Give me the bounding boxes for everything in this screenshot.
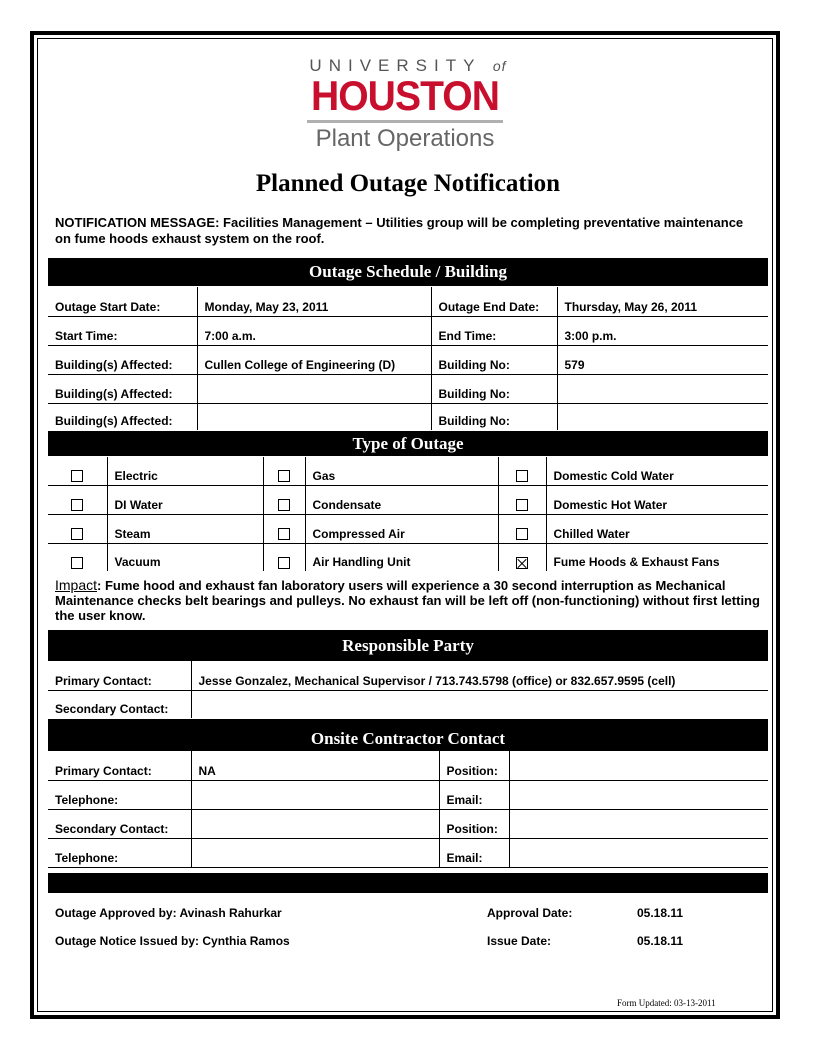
table-row [48, 345, 768, 374]
table-row [48, 457, 768, 485]
outage-type-label: Steam [107, 514, 263, 543]
outage-type-label: Electric [107, 457, 263, 485]
section-header-schedule: Outage Schedule / Building [48, 258, 768, 286]
page-title: Planned Outage Notification [255, 170, 561, 197]
outage-type-label: Condensate [305, 485, 498, 514]
end-date-value: Thursday, May 26, 2011 [557, 287, 768, 316]
table-row [48, 543, 768, 571]
building-name: Cullen College of Engineering (D) [197, 345, 431, 374]
contractor-label: Telephone: [48, 780, 191, 809]
approval-date-value: 05.18.11 [637, 906, 684, 920]
primary-contact-label: Primary Contact: [48, 661, 191, 690]
building-label: Building(s) Affected: [55, 414, 173, 428]
impact-statement [55, 578, 765, 623]
table-row [48, 838, 768, 867]
checkbox-steam[interactable] [71, 528, 83, 540]
university-logo [300, 56, 510, 153]
table-row [48, 287, 768, 316]
table-row [48, 809, 768, 838]
start-time-label: Start Time: [48, 316, 197, 345]
approval-date-label: Approval Date: [487, 906, 573, 920]
section-header-responsible: Responsible Party [48, 630, 768, 661]
logo-university-text: UNIVERSITY [309, 56, 482, 75]
building-name [197, 403, 431, 430]
checkbox-domestic-hot-water[interactable] [516, 499, 528, 511]
checkbox-air-handling-unit[interactable] [278, 557, 290, 569]
checkbox-vacuum[interactable] [71, 557, 83, 569]
checkbox-di-water[interactable] [71, 499, 83, 511]
contractor-label: Telephone: [48, 838, 191, 867]
contractor-label: Email: [439, 780, 509, 809]
building-no-label: Building No: [431, 374, 557, 403]
table-row [48, 661, 768, 690]
issued-by: Outage Notice Issued by: Cynthia Ramos [55, 934, 290, 948]
contractor-value [509, 838, 768, 867]
primary-contact-value: Jesse Gonzalez, Mechanical Supervisor / 713.743.5798 (office) or 832.657.9595 (cell) [191, 661, 768, 690]
building-no-label: Building No: [431, 345, 557, 374]
impact-label: Impact [55, 577, 98, 593]
outage-type-table [48, 457, 768, 571]
building-no-label: Building No: [431, 403, 557, 430]
logo-of-text: of [492, 58, 507, 74]
contractor-label: Position: [439, 809, 509, 838]
contractor-value [191, 838, 439, 867]
section-header-contractor: Onsite Contractor Contact [48, 719, 768, 751]
checkbox-fume-hoods-checked[interactable] [516, 557, 528, 569]
contractor-label: Primary Contact: [48, 751, 191, 780]
end-date-label: Outage End Date: [431, 287, 557, 316]
building-no-value [557, 403, 768, 430]
secondary-contact-value [191, 690, 768, 718]
building-no-value [557, 374, 768, 403]
building-label: Building(s) Affected: [48, 345, 197, 374]
contractor-table [48, 751, 768, 868]
contractor-label: Secondary Contact: [48, 809, 191, 838]
section-header-outage-type: Type of Outage [48, 431, 768, 456]
table-row [48, 316, 768, 345]
end-time-label: End Time: [431, 316, 557, 345]
start-date-label: Outage Start Date: [48, 287, 197, 316]
contractor-value [509, 809, 768, 838]
outage-type-label: Air Handling Unit [305, 543, 498, 571]
issue-date-label: Issue Date: [487, 934, 552, 948]
contractor-label: Position: [439, 751, 509, 780]
notification-message: NOTIFICATION MESSAGE: Facilities Management – Utilities group will be completing preventative maintenance on fume hoods exhaust system on the roof. [55, 215, 744, 246]
table-row [48, 485, 768, 514]
end-time-value: 3:00 p.m. [557, 316, 768, 345]
checkbox-electric[interactable] [71, 470, 83, 482]
outage-type-label: Compressed Air [305, 514, 498, 543]
outage-type-label: Domestic Cold Water [546, 457, 768, 485]
table-row [48, 690, 768, 718]
outage-type-label: Chilled Water [546, 514, 768, 543]
approved-by: Outage Approved by: Avinash Rahurkar [55, 906, 282, 920]
section-divider-bar [48, 873, 768, 893]
outage-type-label: Domestic Hot Water [546, 485, 768, 514]
table-row [48, 751, 768, 780]
table-row [48, 374, 768, 403]
logo-houston-text: HOUSTON [310, 72, 500, 119]
building-label: Building(s) Affected: [48, 374, 197, 403]
building-no-value: 579 [557, 345, 768, 374]
secondary-contact-label: Secondary Contact: [55, 702, 169, 716]
table-row [48, 403, 768, 430]
outage-type-label: Vacuum [107, 543, 263, 571]
logo-plant-operations: Plant Operations [315, 125, 495, 152]
contractor-label: Email: [439, 838, 509, 867]
impact-text: : Fume hood and exhaust fan laboratory users will experience a 30 second interruption as Mechanical Maintenance checks belt bearings and pulleys. No exhaust fan will be left off (non-functioning) without first letting the user know. [55, 578, 760, 623]
start-date-value: Monday, May 23, 2011 [197, 287, 431, 316]
checkbox-condensate[interactable] [278, 499, 290, 511]
contractor-value [509, 751, 768, 780]
form-updated-note: Form Updated: 03-13-2011 [617, 998, 716, 1008]
schedule-table [48, 287, 768, 430]
outage-type-label: Gas [305, 457, 498, 485]
building-name [197, 374, 431, 403]
responsible-table [48, 661, 768, 718]
checkbox-gas[interactable] [278, 470, 290, 482]
table-row [48, 780, 768, 809]
checkbox-domestic-cold-water[interactable] [516, 470, 528, 482]
issue-date-value: 05.18.11 [637, 934, 684, 948]
logo-divider [307, 120, 503, 123]
contractor-value [191, 780, 439, 809]
contractor-value: NA [191, 751, 439, 780]
table-row [48, 514, 768, 543]
start-time-value: 7:00 a.m. [197, 316, 431, 345]
outage-type-label: DI Water [107, 485, 263, 514]
checkbox-chilled-water[interactable] [516, 528, 528, 540]
contractor-value [509, 780, 768, 809]
outage-type-label: Fume Hoods & Exhaust Fans [546, 543, 768, 571]
checkbox-compressed-air[interactable] [278, 528, 290, 540]
contractor-value [191, 809, 439, 838]
